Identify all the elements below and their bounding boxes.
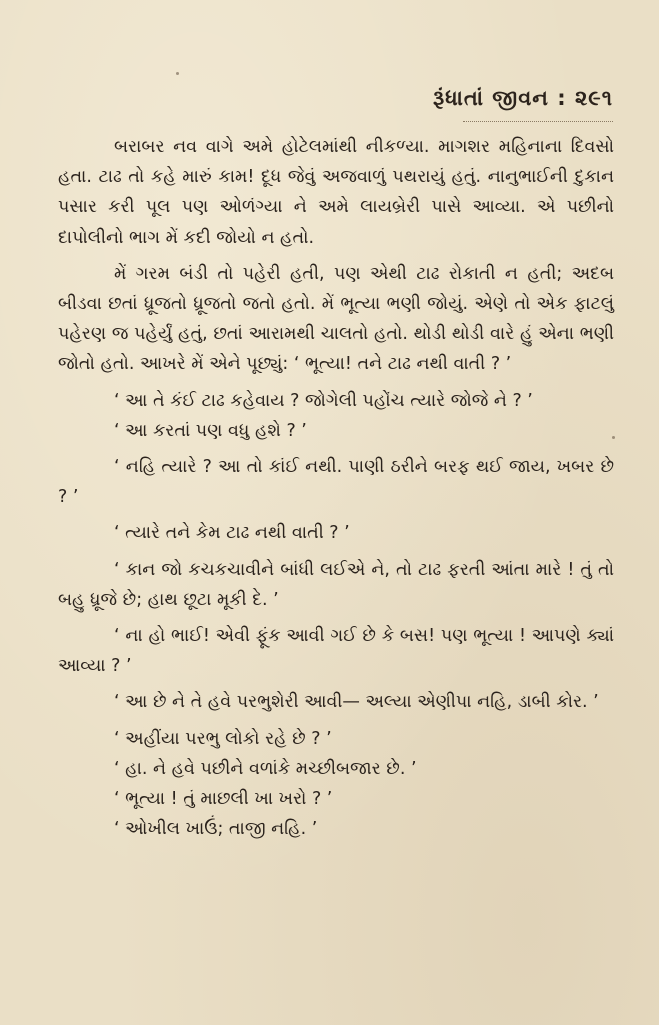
dialogue-line: ‘ નહિ ત્યારે ? આ તો કાંઈ નથી. પાણી ઠરીને બરફ થઈ જાય, ખબર છે ? ’ bbox=[58, 457, 614, 508]
running-head: રૂંધાતાં જીવન : ૨૯૧ bbox=[433, 86, 613, 110]
paragraph: બરાબર નવ વાગે અમે હોટેલમાંથી નીકળ્યા. માગશર મહિનાના દિવસો હતા. ટાઢ તો કહે મારું કામ! દૂધ જેવું અજવાળું પથરાયું હતું. નાનુભાઈની દુકાન પસાર કરી પૂલ પણ ઓળંગ્યા ને અમે લાયબ્રેરી પાસે આવ્યા. એ પછીનો દાપોલીનો ભાગ મેં કદી જોયો ન હતો. bbox=[58, 137, 614, 248]
dialogue-line: ‘ કાન જો કચકચાવીને બાંધી લઈએ ને, તો ટાઢ ફરતી આંતા મારે ! તું તો બહુ ધ્રૂજે છે; હાથ છૂટા મૂકી દે. ’ bbox=[58, 559, 614, 610]
dialogue-line: ‘ આ કરતાં પણ વધુ હશે ? ’ bbox=[114, 420, 307, 441]
paper-speck bbox=[176, 72, 179, 75]
dialogue-line: ‘ આ તે કંઈ ટાઢ કહેવાય ? જોગેલી પહોંચ ત્યારે જોજે ને ? ’ bbox=[114, 390, 533, 411]
dialogue-line: ‘ ત્યારે તને કેમ ટાઢ નથી વાતી ? ’ bbox=[114, 523, 350, 544]
paragraph: મેં ગરમ બંડી તો પહેરી હતી, પણ એથી ટાઢ રોકાતી ન હતી; અદબ બીડવા છતાં ધ્રૂજતો ધ્રૂજતો જતો હતો. મેં ભૂત્યા ભણી જોયું. એણે તો એક ફાટલું પહેરણ જ પહેર્યું હતું, છતાં આરામથી ચાલતો હતો. થોડી થોડી વારે હું એના ભણી જોતો હતો. આખરે મેં એને પૂછ્યું: ‘ ભૂત્યા! તને ટાઢ નથી વાતી ? ’ bbox=[58, 263, 614, 375]
header-rule bbox=[463, 121, 613, 122]
dialogue-line: ‘ અહીંયા પરભુ લોકો રહે છે ? ’ bbox=[114, 728, 332, 749]
paper-speck bbox=[612, 436, 615, 439]
body-text bbox=[58, 132, 614, 844]
dialogue-line: ‘ આ છે ને તે હવે પરભુશેરી આવી— અલ્યા એણીપા નહિ, ડાબી કોર. ’ bbox=[114, 692, 599, 713]
dialogue-line: ‘ ભૂત્યા ! તું માછલી ખા ખરો ? ’ bbox=[114, 789, 333, 810]
dialogue-line: ‘ ઓખીલ ખાઉં; તાજી નહિ. ’ bbox=[114, 819, 318, 840]
dialogue-line: ‘ ના હો ભાઈ! એવી ફૂંક આવી ગઈ છે કે બસ! પણ ભૂત્યા ! આપણે ક્યાં આવ્યા ? ’ bbox=[58, 626, 614, 677]
dialogue-line: ‘ હા. ને હવે પછીને વળાંકે મચ્છીબજાર છે. ’ bbox=[114, 758, 417, 779]
